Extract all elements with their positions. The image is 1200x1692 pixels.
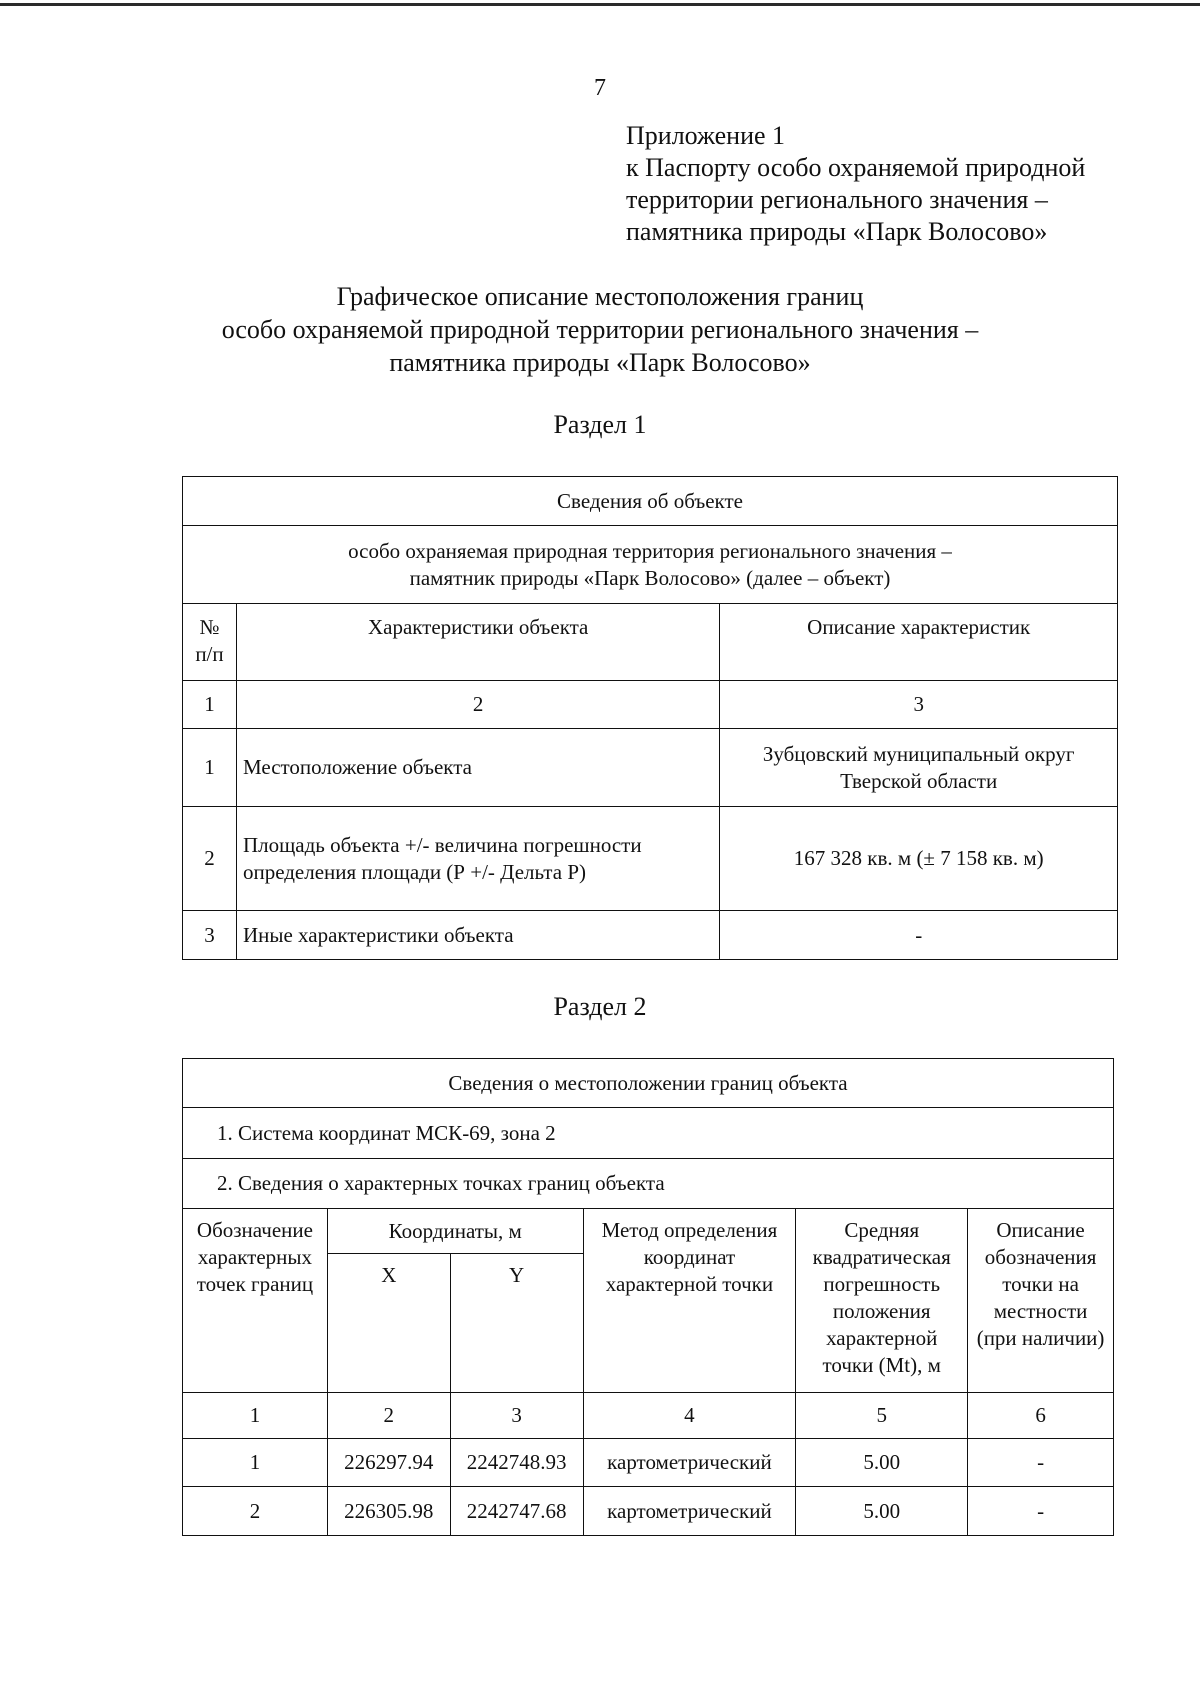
appendix-header (626, 120, 1186, 248)
object-info-table (182, 476, 1118, 960)
point-description: - (968, 1487, 1114, 1536)
header-description: Описание характеристик (720, 604, 1118, 681)
section-1-heading: Раздел 1 (553, 410, 647, 439)
row-description: 167 328 кв. м (± 7 158 кв. м) (720, 807, 1118, 911)
point-y: 2242748.93 (450, 1439, 583, 1487)
title-line: особо охраняемой природной территории регионального значения – (221, 315, 979, 344)
header-method: Метод определения координат характерной точки (583, 1209, 796, 1393)
table-row (183, 911, 1118, 960)
row-description: - (720, 911, 1118, 960)
row-num: 3 (183, 911, 237, 960)
col-number: 2 (236, 681, 719, 729)
row-num: 1 (183, 729, 237, 807)
object-name-line: особо охраняемая природная территория регионального значения – (348, 538, 952, 563)
table-row (183, 1439, 1114, 1487)
col-number: 2 (327, 1393, 450, 1439)
table-title: Сведения об объекте (183, 477, 1118, 526)
table-row (183, 807, 1118, 911)
point-y: 2242747.68 (450, 1487, 583, 1536)
appendix-line: памятника природы «Парк Волосово» (626, 217, 1048, 246)
header-coordinates: Координаты, м (327, 1209, 583, 1254)
header-error: Средняя квадратическая погрешность положения характерной точки (Mt), м (796, 1209, 968, 1393)
point-method: картометрический (583, 1487, 796, 1536)
appendix-line: Приложение 1 (626, 121, 786, 150)
col-number: 5 (796, 1393, 968, 1439)
row-characteristic: Иные характеристики объекта (236, 911, 719, 960)
header-point-description: Описание обозначения точки на местности (при наличии) (968, 1209, 1114, 1393)
col-number: 3 (720, 681, 1118, 729)
col-number: 1 (183, 681, 237, 729)
table-row (183, 1487, 1114, 1536)
col-number: 3 (450, 1393, 583, 1439)
points-title: 2. Сведения о характерных точках границ объекта (183, 1159, 1114, 1209)
point-error: 5.00 (796, 1487, 968, 1536)
point-x: 226297.94 (327, 1439, 450, 1487)
col-number: 6 (968, 1393, 1114, 1439)
point-x: 226305.98 (327, 1487, 450, 1536)
object-name-line: памятник природы «Парк Волосово» (далее – объект) (409, 565, 891, 590)
point-description: - (968, 1439, 1114, 1487)
point-error: 5.00 (796, 1439, 968, 1487)
document-title (0, 280, 1200, 379)
table-title: Сведения о местоположении границ объекта (183, 1059, 1114, 1108)
boundary-points-table (182, 1058, 1114, 1536)
header-designation: Обозначение характерных точек границ (183, 1209, 328, 1393)
header-y: Y (450, 1254, 583, 1393)
row-num: 2 (183, 807, 237, 911)
table-row (183, 729, 1118, 807)
coord-system: 1. Система координат МСК-69, зона 2 (183, 1108, 1114, 1159)
object-name-cell (183, 526, 1118, 604)
header-x: X (327, 1254, 450, 1393)
col-number: 1 (183, 1393, 328, 1439)
row-characteristic: Площадь объекта +/- величина погрешности определения площади (Р +/- Дельта Р) (236, 807, 719, 911)
appendix-line: территории регионального значения – (626, 185, 1048, 214)
title-line: Графическое описание местоположения границ (336, 282, 864, 311)
title-line: памятника природы «Парк Волосово» (389, 348, 811, 377)
appendix-line: к Паспорту особо охраняемой природной (626, 153, 1086, 182)
top-border-line (0, 3, 1200, 6)
col-number: 4 (583, 1393, 796, 1439)
point-id: 1 (183, 1439, 328, 1487)
section-2-heading: Раздел 2 (553, 992, 647, 1021)
header-num: № п/п (183, 604, 237, 681)
point-id: 2 (183, 1487, 328, 1536)
page-number: 7 (594, 75, 606, 101)
row-characteristic: Местоположение объекта (236, 729, 719, 807)
header-characteristics: Характеристики объекта (236, 604, 719, 681)
point-method: картометрический (583, 1439, 796, 1487)
row-description: Зубцовский муниципальный округ Тверской области (720, 729, 1118, 807)
